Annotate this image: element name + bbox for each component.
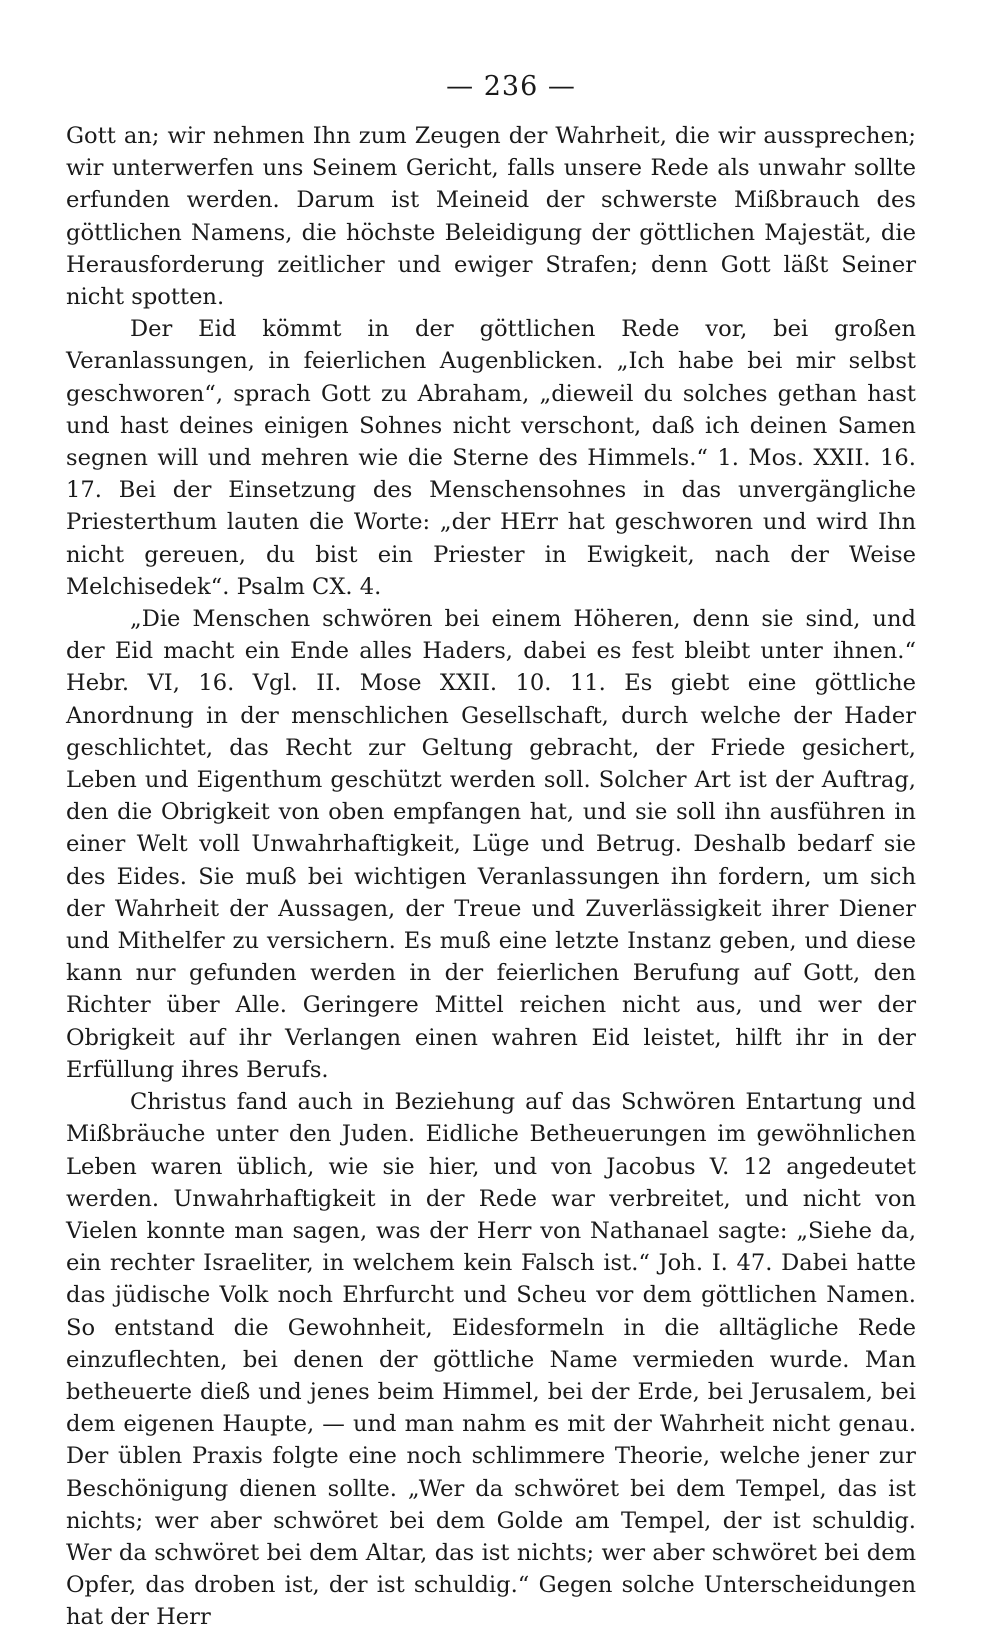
book-page — [66, 64, 916, 1631]
paragraph-2: Der Eid kömmt in der göttlichen Rede vor, bei großen Veranlassungen, in feierlichen Augenblicken. „Ich habe bei mir selbst geschworen“, sprach Gott zu Abraham, „dieweil du solches gethan hast und hast deines einigen Sohnes nicht verschont, daß ich deinen Samen segnen will und mehren wie die Sterne des Himmels.“ 1. Mos. XXII. 16. 17. Bei der Einsetzung des Menschensohnes in das unvergängliche Priesterthum lauten die Worte: „der HErr hat geschworen und wird Ihn nicht gereuen, du bist ein Priester in Ewigkeit, nach der Weise Melchisedek“. Psalm CX. 4. — [66, 316, 916, 600]
body-text — [66, 120, 916, 1634]
paragraph-4: Christus fand auch in Beziehung auf das Schwören Entartung und Mißbräuche unter den Juden. Eidliche Betheuerungen im gewöhnlichen Leben waren üblich, wie sie hier, und von Jacobus V. 12 angedeutet werden. Unwahrhaftigkeit in der Rede war verbreitet, und nicht von Vielen konnte man sagen, was der Herr von Nathanael sagte: „Siehe da, ein rechter Israeliter, in welchem kein Falsch ist.“ Joh. I. 47. Dabei hatte das jüdische Volk noch Ehrfurcht und Scheu vor dem göttlichen Namen. So entstand die Gewohnheit, Eidesformeln in die alltägliche Rede einzuflechten, bei denen der göttliche Name vermieden wurde. Man betheuerte dieß und jenes beim Himmel, bei der Erde, bei Jerusalem, bei dem eigenen Haupte, — und man nahm es mit der Wahrheit nicht genau. Der üblen Praxis folgte eine noch schlimmere Theorie, welche jener zur Beschönigung dienen sollte. „Wer da schwöret bei dem Tempel, das ist nichts; wer aber schwöret bei dem Golde am Tempel, der ist schuldig. Wer da schwöret bei dem Altar, das ist nichts; wer aber schwöret bei dem Opfer, das droben ist, der ist schuldig.“ Gegen solche Unterscheidungen hat der Herr — [66, 1089, 916, 1631]
page-number: — 236 — — [446, 71, 576, 102]
paragraph-1: Gott an; wir nehmen Ihn zum Zeugen der Wahrheit, die wir aussprechen; wir unterwerfen uns Seinem Gericht, falls unsere Rede als unwahr sollte erfunden werden. Darum ist Meineid der schwerste Mißbrauch des göttlichen Namens, die höchste Beleidigung der göttlichen Majestät, die Herausforderung zeitlicher und ewiger Strafen; denn Gott läßt Seiner nicht spotten. — [66, 123, 916, 311]
paragraph-3: „Die Menschen schwören bei einem Höheren, denn sie sind, und der Eid macht ein Ende alles Haders, dabei es fest bleibt unter ihnen.“ Hebr. VI, 16. Vgl. II. Mose XXII. 10. 11. Es giebt eine göttliche Anordnung in der menschlichen Gesellschaft, durch welche der Hader geschlichtet, das Recht zur Geltung gebracht, der Friede gesichert, Leben und Eigenthum geschützt werden soll. Solcher Art ist der Auftrag, den die Obrigkeit von oben empfangen hat, und sie soll ihn ausführen in einer Welt voll Unwahrhaftigkeit, Lüge und Betrug. Deshalb bedarf sie des Eides. Sie muß bei wichtigen Veranlassungen ihn fordern, um sich der Wahrheit der Aussagen, der Treue und Zuverlässigkeit ihrer Diener und Mithelfer zu versichern. Es muß eine letzte Instanz geben, und diese kann nur gefunden werden in der feierlichen Berufung auf Gott, den Richter über Alle. Geringere Mittel reichen nicht aus, und wer der Obrigkeit auf ihr Verlangen einen wahren Eid leistet, hilft ihr in der Erfüllung ihres Berufs. — [66, 606, 916, 1083]
